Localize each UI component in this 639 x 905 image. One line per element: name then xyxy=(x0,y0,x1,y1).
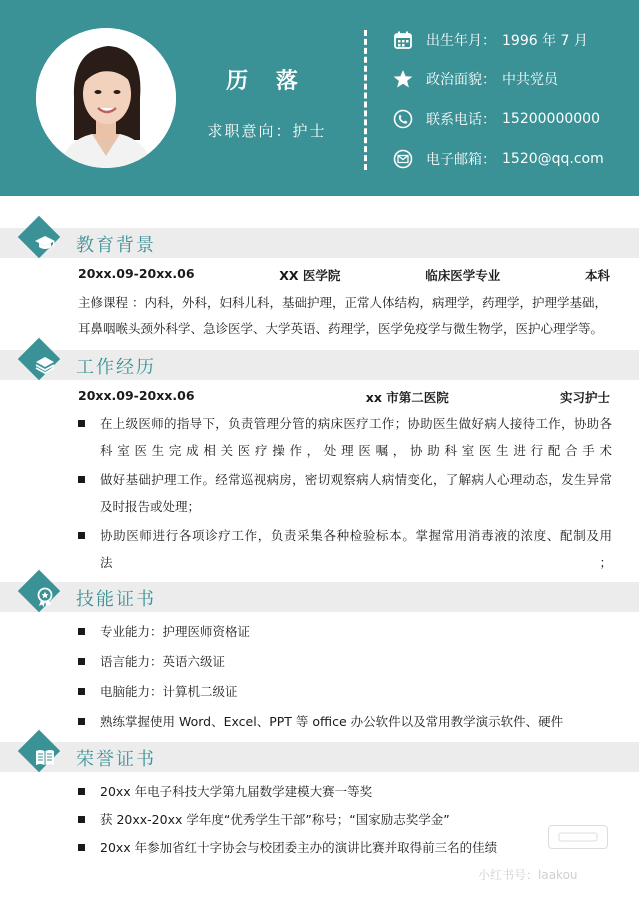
bullet-line: 科室医生完成相关医疗操作，处理医嘱，协助科室医生进行配合手术 xyxy=(100,443,612,458)
honor-text: 获 20xx-20xx 学年度“优秀学生干部”称号；“国家励志奖学金” xyxy=(100,812,450,827)
info-value: 15200000000 xyxy=(502,111,600,127)
bullet-square-icon xyxy=(78,788,85,795)
info-value: 1520@qq.com xyxy=(502,151,604,167)
section-honors xyxy=(0,742,639,772)
info-phone xyxy=(392,107,600,131)
bullet-square-icon xyxy=(78,688,85,695)
skill-text: 熟练掌握使用 Word、Excel、PPT 等 office 办公软件以及常用教学演示软件、硬件 xyxy=(100,714,564,729)
education-period: 20xx.09-20xx.06 xyxy=(78,266,195,281)
honor-item xyxy=(78,778,612,805)
info-label: 联系电话： xyxy=(426,112,496,128)
phone-icon xyxy=(392,108,414,130)
bullet-square-icon xyxy=(78,628,85,635)
skill-item xyxy=(78,618,612,645)
honor-item xyxy=(78,834,612,861)
education-school: XX 医学院 xyxy=(279,268,341,283)
education-degree: 本科 xyxy=(584,268,610,283)
calendar-icon xyxy=(392,29,414,51)
section-title: 荣誉证书 xyxy=(76,749,156,770)
bullet-line: 在上级医师的指导下，负责管理分管的病床医疗工作；协助医生做好病人接待工作，协助各 xyxy=(100,416,612,431)
candidate-name: 历 落 xyxy=(226,69,308,94)
education-entry xyxy=(78,266,610,284)
bullet-square-icon xyxy=(78,532,85,539)
award-icon xyxy=(26,578,64,616)
resume-header xyxy=(0,0,639,196)
work-entry xyxy=(78,388,610,406)
job-intent xyxy=(182,120,352,141)
work-hospital: xx 市第二医院 xyxy=(365,390,449,405)
bullet-square-icon xyxy=(78,476,85,483)
book-icon xyxy=(26,738,64,776)
education-courses xyxy=(78,290,612,342)
bullet-line: 协助医师进行各项诊疗工作，负责采集各种检验标本。掌握常用消毒液的浓度、配制及用法； xyxy=(100,528,612,570)
bullet-square-icon xyxy=(78,844,85,851)
skill-text: 专业能力：护理医师资格证 xyxy=(100,624,251,639)
info-label: 政治面貌： xyxy=(426,72,496,88)
work-bullet xyxy=(78,522,612,576)
section-title: 工作经历 xyxy=(76,357,156,378)
section-work xyxy=(0,350,639,380)
skill-item xyxy=(78,648,612,675)
section-education xyxy=(0,228,639,258)
work-role: 实习护士 xyxy=(559,390,610,405)
job-intent-label: 求职意向： xyxy=(207,122,293,140)
bullet-line: 及时报告或处理； xyxy=(100,499,201,514)
info-value: 1996 年 7 月 xyxy=(502,33,588,49)
info-birth xyxy=(392,28,588,52)
education-major: 临床医学专业 xyxy=(425,268,501,283)
skill-text: 电脑能力：计算机二级证 xyxy=(100,684,238,699)
courses-line: 主修课程 ：内科，外科，妇科儿科，基础护理，正常人体结构，病理学，药理学，护理学基础， xyxy=(78,295,607,310)
profile-photo xyxy=(36,28,176,168)
graduation-cap-icon xyxy=(26,224,64,262)
job-intent-value: 护士 xyxy=(292,122,327,140)
layers-icon xyxy=(26,346,64,384)
work-bullet xyxy=(78,466,612,520)
info-label: 出生年月： xyxy=(426,33,496,49)
section-skills xyxy=(0,582,639,612)
section-title: 技能证书 xyxy=(76,589,156,610)
header-divider xyxy=(364,30,367,170)
watermark-text: 小红书号：laakou xyxy=(478,868,578,882)
info-politics xyxy=(392,67,558,91)
section-title: 教育背景 xyxy=(76,235,156,256)
star-icon xyxy=(392,68,414,90)
honor-text: 20xx 年参加省红十字协会与校团委主办的演讲比赛并取得前三名的佳绩 xyxy=(100,840,498,855)
mail-icon xyxy=(392,148,414,170)
info-label: 电子邮箱： xyxy=(426,152,496,168)
bullet-square-icon xyxy=(78,718,85,725)
work-period: 20xx.09-20xx.06 xyxy=(78,388,195,403)
skill-item xyxy=(78,678,612,705)
honor-item xyxy=(78,806,612,833)
info-value: 中共党员 xyxy=(502,72,558,88)
bullet-line: 做好基础护理工作。经常巡视病房，密切观察病人病情变化，了解病人心理动态，发生异常 xyxy=(100,472,612,487)
watermark-logo xyxy=(548,825,608,849)
skill-text: 语言能力：英语六级证 xyxy=(100,654,226,669)
bullet-square-icon xyxy=(78,420,85,427)
honor-text: 20xx 年电子科技大学第九届数学建模大赛一等奖 xyxy=(100,784,373,799)
bullet-square-icon xyxy=(78,816,85,823)
courses-line: 耳鼻咽喉头颈外科学、急诊医学、大学英语、药理学，医学免疫学与微生物学，医护心理学等。 xyxy=(78,321,604,336)
skill-item xyxy=(78,708,612,735)
work-bullet xyxy=(78,410,612,464)
bullet-square-icon xyxy=(78,658,85,665)
info-email xyxy=(392,147,604,171)
